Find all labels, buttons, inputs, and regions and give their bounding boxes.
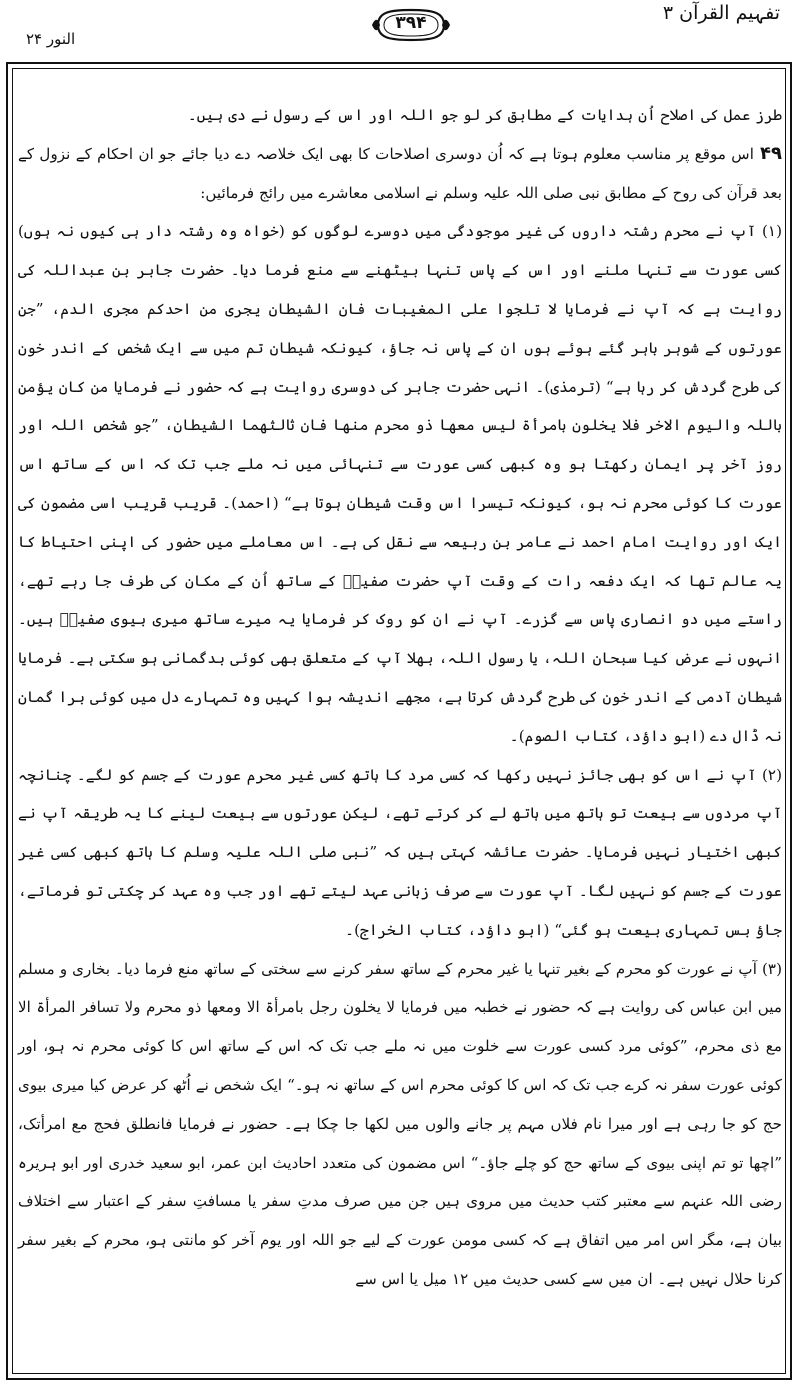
running-title-surah: النور ۲۴ (26, 30, 76, 48)
paragraph-point-3: (۳) آپ نے عورت کو محرم کے بغیر تنہا یا غیر محرم کے ساتھ سفر کرنے سے سختی کے ساتھ منع فرما دیا۔ بخاری و مسلم میں ابن عباس کی روایت ہے کہ حضور نے خطبہ میں فرمایا لا یخلون رجل بامرأۃ الا ومعھا ذو محرم ولا تسافر المرأۃ الا مع ذی محرم، ”کوئی مرد کسی عورت سے خلوت میں نہ ملے جب تک کہ اس کے ساتھ اس کا کوئی محرم نہ ہو، اور کوئی عورت سفر نہ کرے جب تک کہ اس کا کوئی محرم اس کے ساتھ نہ ہو۔“ ایک شخص نے اُٹھ کر عرض کیا میری بیوی حج کو جا رہی ہے اور میرا نام فلاں مہم پر جانے والوں میں لکھا جا چکا ہے۔ حضور نے فرمایا فانطلق فحج مع امرأتک، ”اچھا تو تم اپنی بیوی کے ساتھ حج کو چلے جاؤ۔“ اس مضمون کی متعدد احادیث ابن عمر، ابو سعید خدری اور ابو ہریرہ رضی اللہ عنہم سے معتبر کتب حدیث میں مروی ہیں جن میں صرف مدتِ سفر یا مسافتِ سفر کے اعتبار سے اختلاف بیان ہے، مگر اس امر میں اتفاق ہے کہ کسی مومن عورت کے لیے جو اللہ اور یوم آخر کو مانتی ہو، محرم کے بغیر سفر کرنا حلال نہیں ہے۔ ان میں سے کسی حدیث میں ۱۲ میل یا اس سے (18, 959, 782, 1288)
page-body (18, 96, 782, 1374)
page-number-ornament (370, 6, 452, 44)
page-header (14, 0, 786, 60)
page-number: ۳۹۴ (395, 13, 427, 33)
running-title-book: تفہیم القرآن ۳ (662, 2, 780, 24)
paragraph-intro: طرز عمل کی اصلاح اُن ہدایات کے مطابق کر لو جو اللہ اور اس کے رسول نے دی ہیں۔ (187, 106, 782, 124)
footnote-number: ۴۹ (760, 142, 782, 164)
paragraph-point-1: (۱) آپ نے محرم رشتہ داروں کی غیر موجودگی میں دوسرے لوگوں کو (خواہ وہ رشتہ دار ہی کیوں نہ ہوں) کسی عورت سے تنہا ملنے اور اس کے پاس تنہا بیٹھنے سے منع فرما دیا۔ حضرت جابر بن عبداللہ کی روایت ہے کہ آپ نے فرمایا لا تلجوا علی المغیبات فان الشیطان یجری من احدکم مجری الدم، ”جن عورتوں کے شوہر باہر گئے ہوئے ہوں ان کے پاس نہ جاؤ، کیونکہ شیطان تم میں سے ایک شخص کے اندر خون کی طرح گردش کر رہا ہے“ (ترمذی)۔ انہی حضرت جابر کی دوسری روایت ہے کہ حضور نے فرمایا من کان یؤمن باللہ والیوم الاخر فلا یخلون بامرأۃ لیس معھا ذو محرم منھا فان ثالثھما الشیطان، ”جو شخص اللہ اور روز آخر پر ایمان رکھتا ہو وہ کبھی کسی عورت سے تنہائی میں نہ ملے جب تک کہ اس کے ساتھ اس عورت کا کوئی محرم نہ ہو، کیونکہ تیسرا اس وقت شیطان ہوتا ہے“ (احمد)۔ قریب قریب اسی مضمون کی ایک اور روایت امام احمد نے عامر بن ربیعہ سے نقل کی ہے۔ اس معاملے میں حضور کی اپنی احتیاط کا یہ عالم تھا کہ ایک دفعہ رات کے وقت آپ حضرت صفیہؓ کے ساتھ اُن کے مکان کی طرف جا رہے تھے، راستے میں دو انصاری پاس سے گزرے۔ آپ نے ان کو روک کر فرمایا یہ میرے ساتھ میری بیوی صفیہؓ ہیں۔ انہوں نے عرض کیا سبحان اللہ، یا رسول اللہ، بھلا آپ کے متعلق بھی کوئی بدگمانی ہو سکتی ہے۔ فرمایا شیطان آدمی کے اندر خون کی طرح گردش کرتا ہے، مجھے اندیشہ ہوا کہیں وہ تمہارے دل میں کوئی برا گمان نہ ڈال دے (ابو داؤد، کتاب الصوم)۔ (18, 222, 782, 745)
paragraph-note-49 (18, 135, 782, 213)
paragraph-point-2: (۲) آپ نے اس کو بھی جائز نہیں رکھا کہ کسی مرد کا ہاتھ کسی غیر محرم عورت کے جسم کو لگے۔ چنانچہ آپ مردوں سے بیعت تو ہاتھ میں ہاتھ لے کر کرتے تھے، لیکن عورتوں سے بیعت لینے کا یہ طریقہ آپ نے کبھی اختیار نہیں فرمایا۔ حضرت عائشہ کہتی ہیں کہ ”نبی صلی اللہ علیہ وسلم کا ہاتھ کبھی کسی غیر عورت کے جسم کو نہیں لگا۔ آپ عورت سے صرف زبانی عہد لیتے تھے اور جب وہ عہد کر چکتی تو فرماتے، جاؤ بس تمہاری بیعت ہو گئی“ (ابو داؤد، کتاب الخراج)۔ (18, 765, 782, 939)
paragraph-note-49-text: اس موقع پر مناسب معلوم ہوتا ہے کہ اُن دوسری اصلاحات کا بھی ایک خلاصہ دے دیا جائے جو ان احکام کے نزول کے بعد قرآن کی روح کے مطابق نبی صلی اللہ علیہ وسلم نے اسلامی معاشرے میں رائج فرمائیں: (18, 144, 782, 202)
